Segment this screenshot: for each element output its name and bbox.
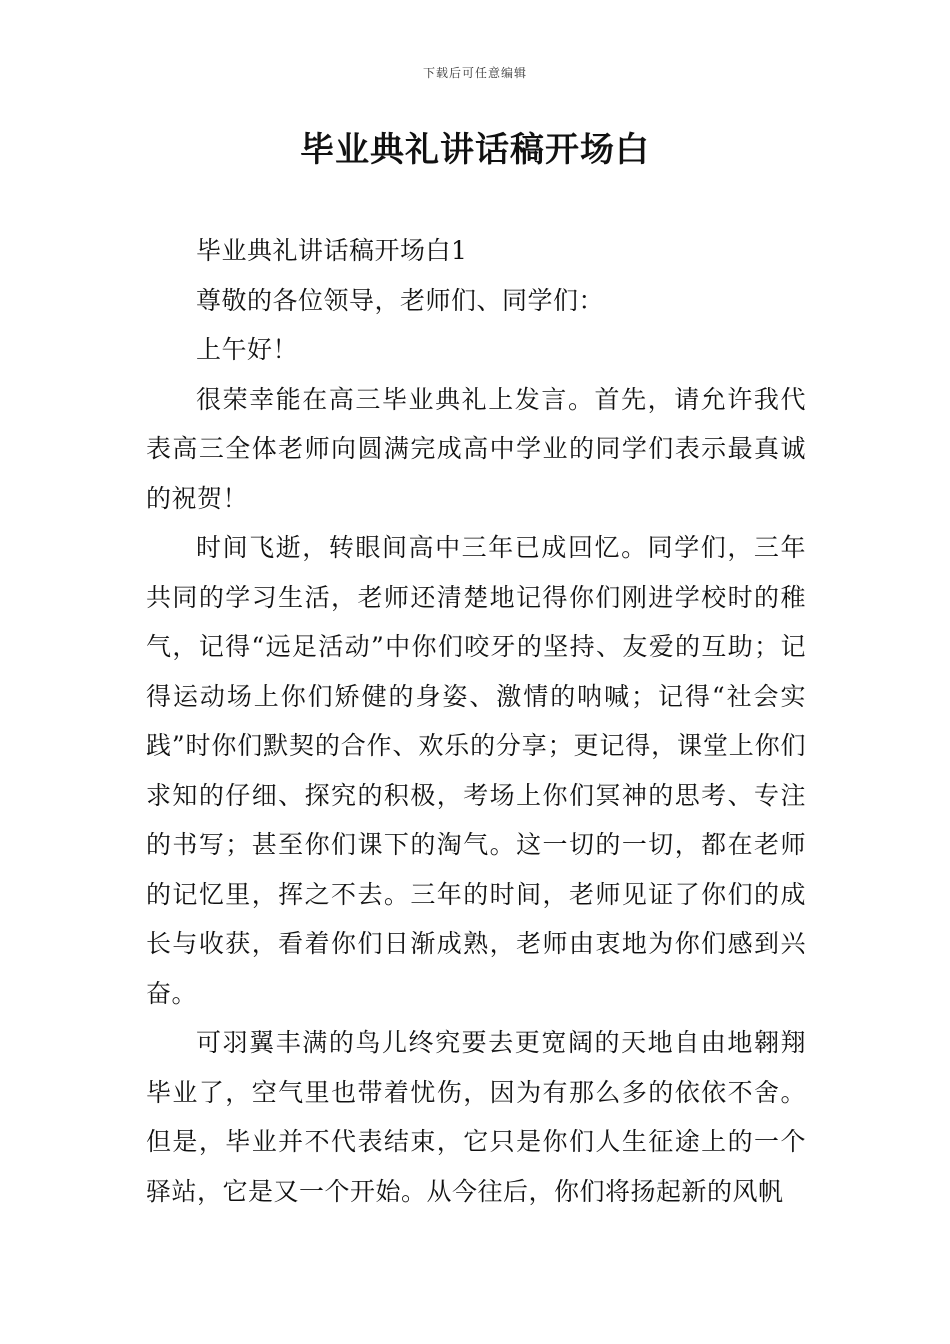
body-paragraph: 很荣幸能在高三毕业典礼上发言。首先，请允许我代表高三全体老师向圆满完成高中学业的同学们表示最真诚的祝贺！ <box>146 384 806 513</box>
salutation-paragraph: 尊敬的各位领导，老师们、同学们： <box>196 285 605 315</box>
greeting-paragraph: 上午好！ <box>196 335 299 364</box>
subtitle-paragraph: 毕业典礼讲话稿开场白1 <box>196 236 468 265</box>
header-note: 下载后可任意编辑 <box>422 66 527 80</box>
document-body <box>146 226 806 1216</box>
document-title: 毕业典礼讲话稿开场白 <box>300 130 650 170</box>
body-paragraph: 可羽翼丰满的鸟儿终究要去更宽阔的天地自由地翱翔毕业了，空气里也带着忧伤，因为有那么多的依依不舍。但是，毕业并不代表结束，它只是你们人生征途上的一个驿站，它是又一个开始。从今往后，你们将扬起新的风帆 <box>146 1028 806 1206</box>
body-paragraph: 时间飞逝，转眼间高中三年已成回忆。同学们，三年共同的学习生活，老师还清楚地记得你们刚进学校时的稚气，记得“远足活动”中你们咬牙的坚持、友爱的互助；记得运动场上你们矫健的身姿、激情的呐喊；记得“社会实践”时你们默契的合作、欢乐的分享；更记得，课堂上你们求知的仔细、探究的积极，考场上你们冥神的思考、专注的书写；甚至你们课下的淘气。这一切的一切，都在老师的记忆里，挥之不去。三年的时间，老师见证了你们的成长与收获，看着你们日渐成熟，老师由衷地为你们感到兴奋。 <box>146 533 806 1008</box>
